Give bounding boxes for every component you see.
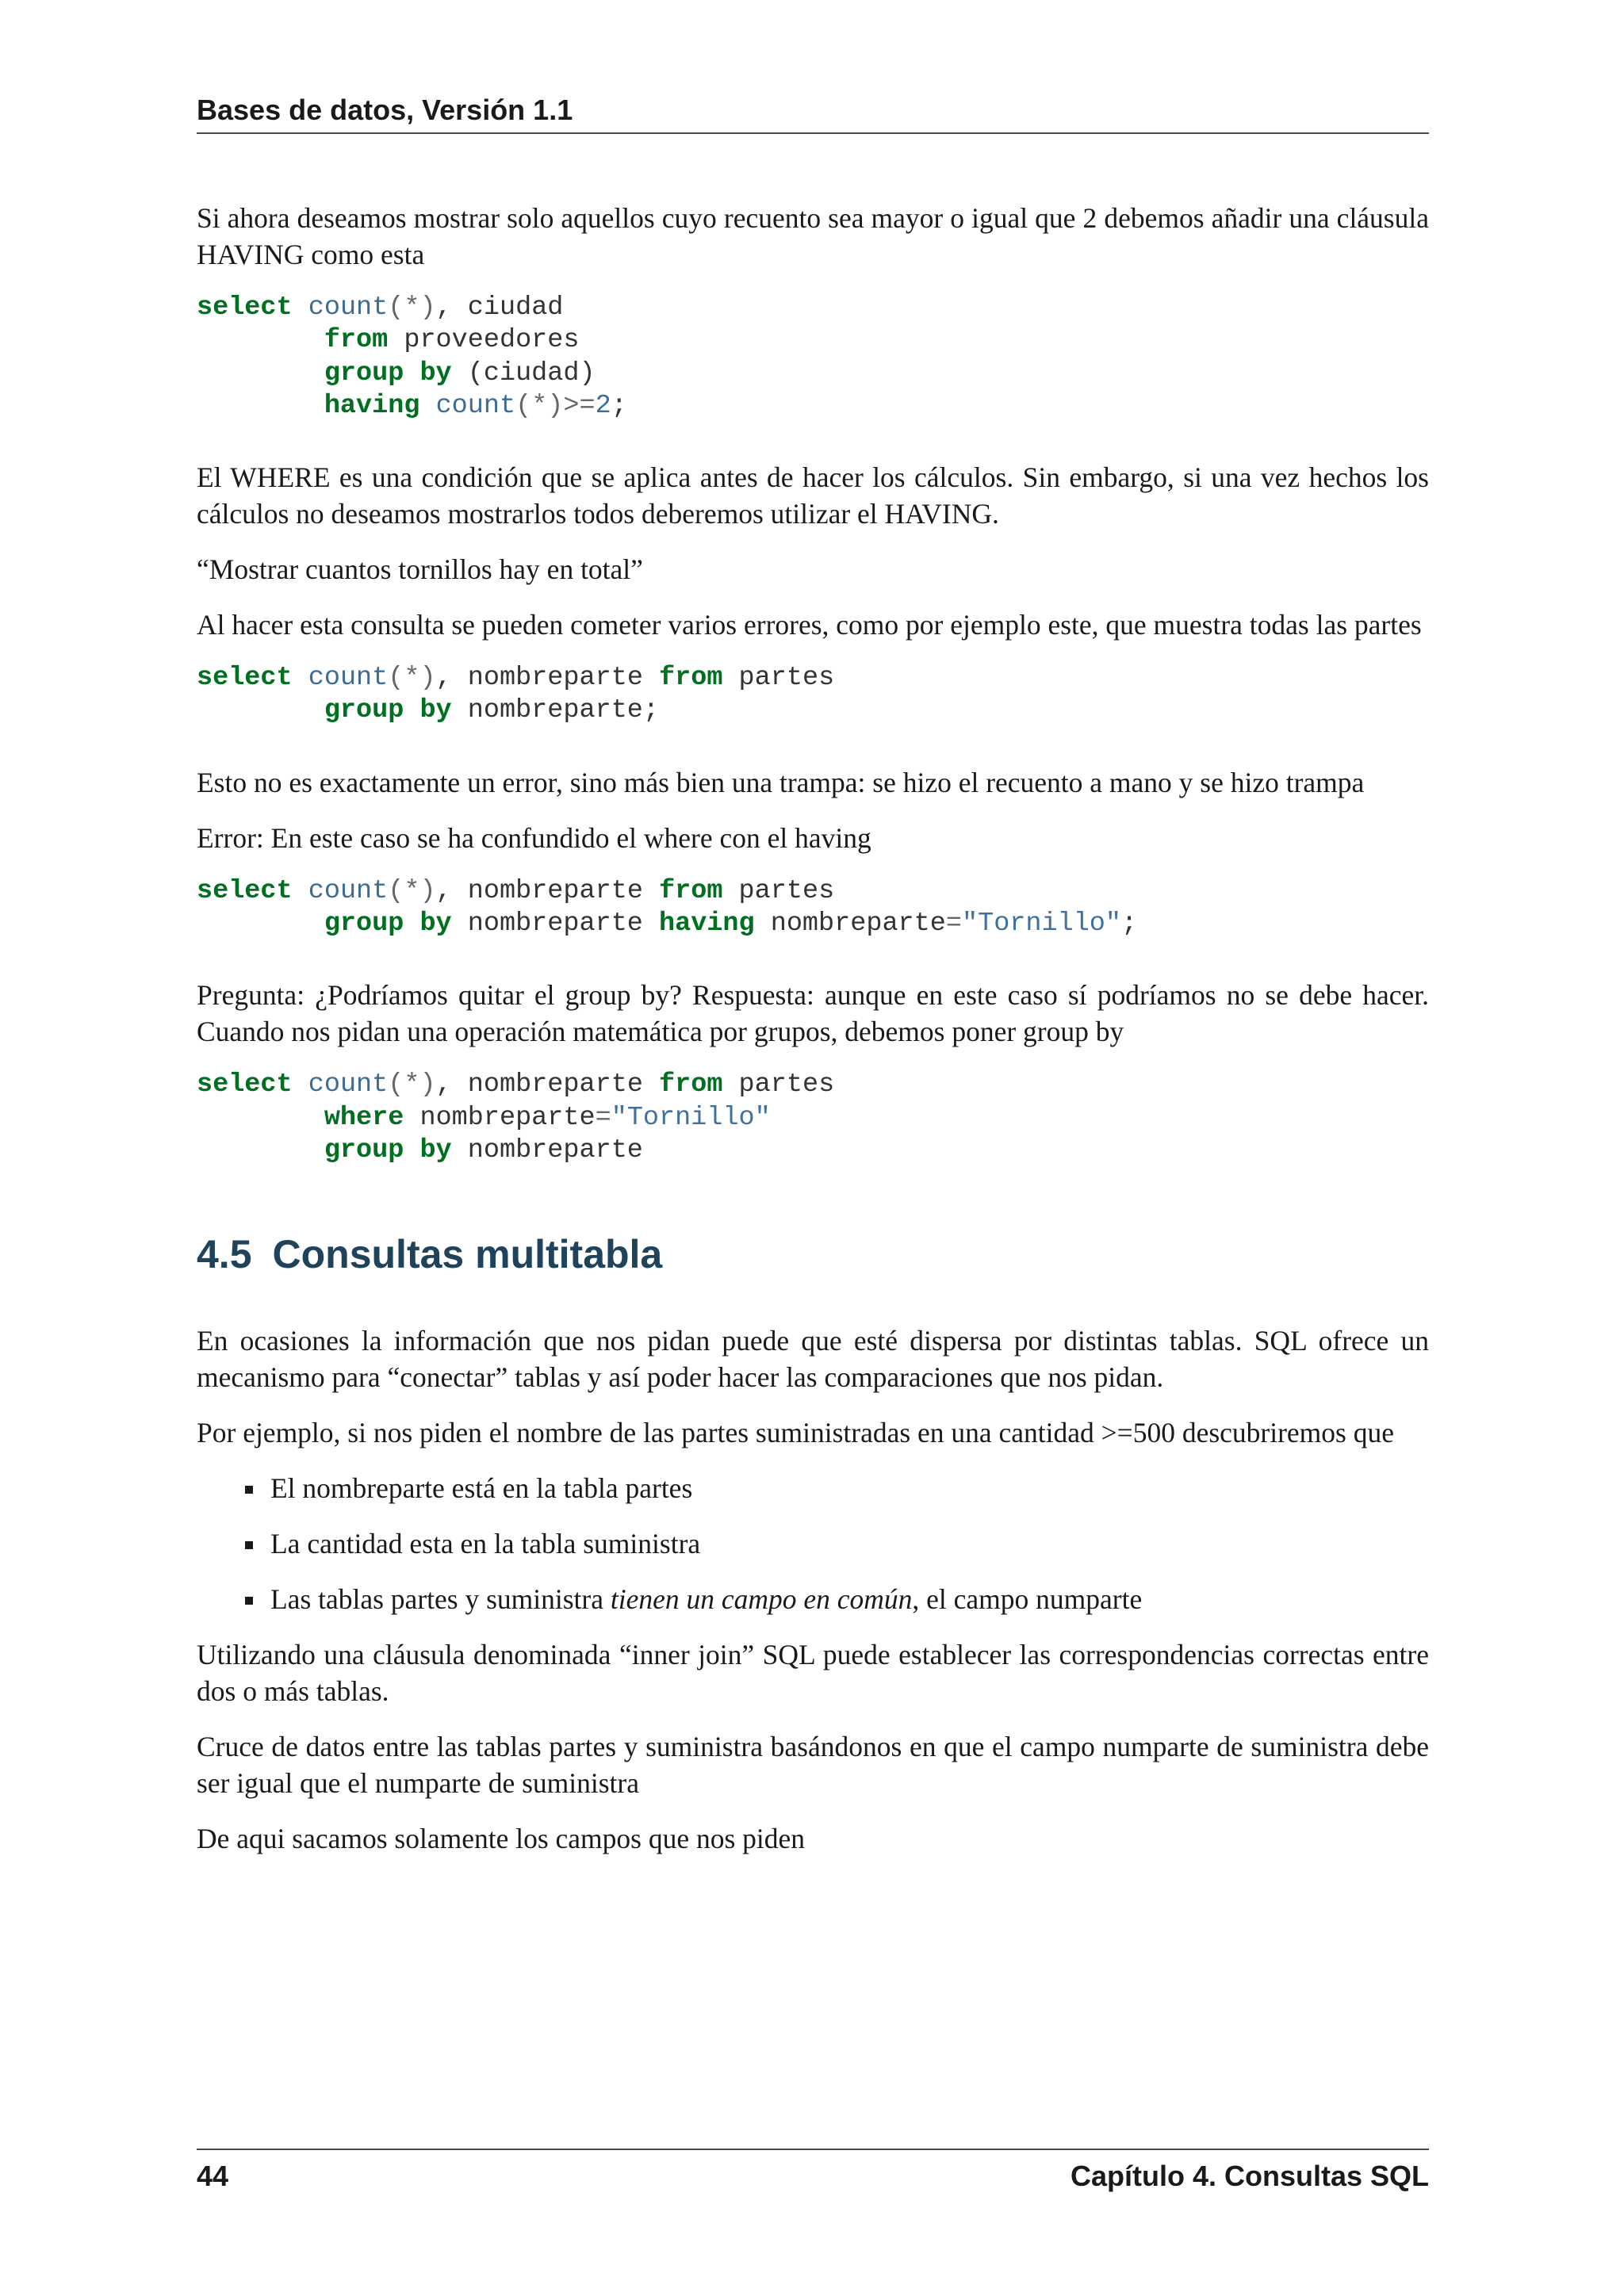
square-bullet-icon [245, 1486, 253, 1494]
code-keyword: having [659, 909, 755, 939]
header-rule [197, 132, 1429, 134]
square-bullet-icon [245, 1541, 253, 1549]
document-page [197, 0, 1429, 2296]
section-title: Consultas multitabla [272, 1232, 663, 1277]
code-text: , nombreparte [435, 875, 660, 906]
list-item-text: , el campo numparte [912, 1583, 1143, 1616]
code-string: "Tornillo" [961, 909, 1122, 939]
list-item [197, 1525, 1429, 1562]
code-indent [197, 695, 324, 725]
code-args: (*) [388, 293, 436, 323]
footer-rule [197, 2149, 1429, 2150]
code-text: nombreparte; [451, 695, 659, 726]
code-args: (*) [388, 1070, 436, 1100]
code-text: partes [722, 1070, 835, 1100]
code-keyword: group by [324, 1135, 452, 1165]
list-item-text: El nombreparte está en la tabla partes [270, 1472, 693, 1505]
code-keyword: select [197, 1070, 293, 1100]
code-indent [197, 1135, 324, 1165]
paragraph: Esto no es exactamente un error, sino más bien una trampa: se hizo el recuento a mano y se hizo trampa [197, 766, 1365, 798]
code-block [197, 292, 1429, 423]
code-indent [197, 391, 324, 421]
code-text: ; [611, 390, 627, 421]
code-keyword: select [197, 293, 293, 323]
code-text: (ciudad) [451, 358, 596, 388]
code-indent [197, 358, 324, 388]
code-keyword: select [197, 663, 293, 694]
code-keyword: from [324, 325, 389, 356]
code-text: partes [722, 663, 835, 694]
code-keyword: from [659, 875, 723, 906]
code-indent [197, 909, 324, 939]
code-function: count [308, 663, 389, 694]
chapter-title: Capítulo 4. Consultas SQL [1070, 2160, 1429, 2192]
code-text: , nombreparte [435, 1070, 660, 1100]
code-function: count [308, 1070, 389, 1100]
code-text: partes [722, 875, 835, 906]
section-number: 4.5 [197, 1232, 252, 1277]
section-heading [197, 1230, 1429, 1278]
code-args: (*) [388, 875, 436, 906]
paragraph: De aqui sacamos solamente los campos que nos piden [197, 1823, 806, 1855]
code-args: (*) [515, 390, 564, 421]
code-function: count [308, 875, 389, 906]
code-function: count [308, 293, 389, 323]
code-keyword: select [197, 875, 293, 906]
code-keyword: from [659, 663, 723, 694]
paragraph: En ocasiones la información que nos pidan puede que esté dispersa por distintas tablas. SQL ofrece un mecanismo para “conectar” tablas y así poder hacer las comparaciones que nos pidan. [197, 1325, 1429, 1394]
page-number: 44 [197, 2160, 229, 2192]
code-indent [197, 325, 324, 355]
code-text: proveedores [388, 325, 580, 356]
code-operator: >= [563, 390, 596, 421]
code-number: 2 [595, 390, 611, 421]
paragraph: Si ahora deseamos mostrar solo aquellos cuyo recuento sea mayor o igual que 2 debemos añadir una cláusula HAVING como esta [197, 202, 1429, 270]
code-keyword: from [659, 1070, 723, 1100]
code-block [197, 662, 1429, 728]
code-block [197, 1069, 1429, 1167]
paragraph: Pregunta: ¿Podríamos quitar el group by? Respuesta: aunque en este caso sí podríamos no se debe hacer. Cuando nos pidan una operación matemática por grupos, debemos poner group by [197, 979, 1429, 1048]
list-item-text: La cantidad esta en la tabla suministra [270, 1528, 701, 1560]
code-text: nombreparte [451, 1135, 643, 1165]
code-text: nombreparte [754, 909, 946, 939]
square-bullet-icon [245, 1597, 253, 1605]
code-args: (*) [388, 663, 436, 694]
code-keyword: group by [324, 909, 452, 939]
code-keyword: having [324, 390, 420, 421]
code-keyword: group by [324, 358, 452, 388]
page-body [197, 200, 1429, 1876]
paragraph: “Mostrar cuantos tornillos hay en total” [197, 553, 643, 586]
code-text: nombreparte [404, 1102, 596, 1133]
list-item [197, 1470, 1429, 1506]
code-function: count [435, 390, 516, 421]
paragraph: Utilizando una cláusula denominada “inner join” SQL puede establecer las correspondencias correctas entre dos o más tablas. [197, 1639, 1429, 1708]
paragraph: El WHERE es una condición que se aplica antes de hacer los cálculos. Sin embargo, si una vez hechos los cálculos no deseamos mostrarlos todos deberemos utilizar el HAVING. [197, 461, 1429, 530]
paragraph: Por ejemplo, si nos piden el nombre de las partes suministradas en una cantidad >=500 descubriremos que [197, 1417, 1394, 1449]
list-item-emphasis: tienen un campo en común [610, 1583, 913, 1616]
code-text: nombreparte [451, 909, 659, 939]
code-operator: = [945, 909, 962, 939]
code-operator: = [595, 1102, 611, 1133]
list-item-text: Las tablas partes y suministra [270, 1583, 611, 1616]
paragraph: Error: En este caso se ha confundido el where con el having [197, 821, 871, 854]
code-text: ; [1121, 909, 1138, 939]
code-text: , ciudad [435, 293, 564, 323]
paragraph: Cruce de datos entre las tablas partes y suministra basándonos en que el campo numparte de suministra debe ser igual que el numparte de suministra [197, 1731, 1429, 1800]
code-keyword: where [324, 1102, 404, 1133]
list-item [197, 1581, 1429, 1617]
paragraph: Al hacer esta consulta se pueden cometer varios errores, como por ejemplo este, que muestra todas las partes [197, 609, 1422, 641]
running-header: Bases de datos, Versión 1.1 [197, 94, 573, 126]
code-block [197, 875, 1429, 941]
code-text: , nombreparte [435, 663, 660, 694]
code-indent [197, 1103, 324, 1133]
code-keyword: group by [324, 695, 452, 726]
code-string: "Tornillo" [611, 1102, 771, 1133]
bullet-list [197, 1470, 1429, 1617]
